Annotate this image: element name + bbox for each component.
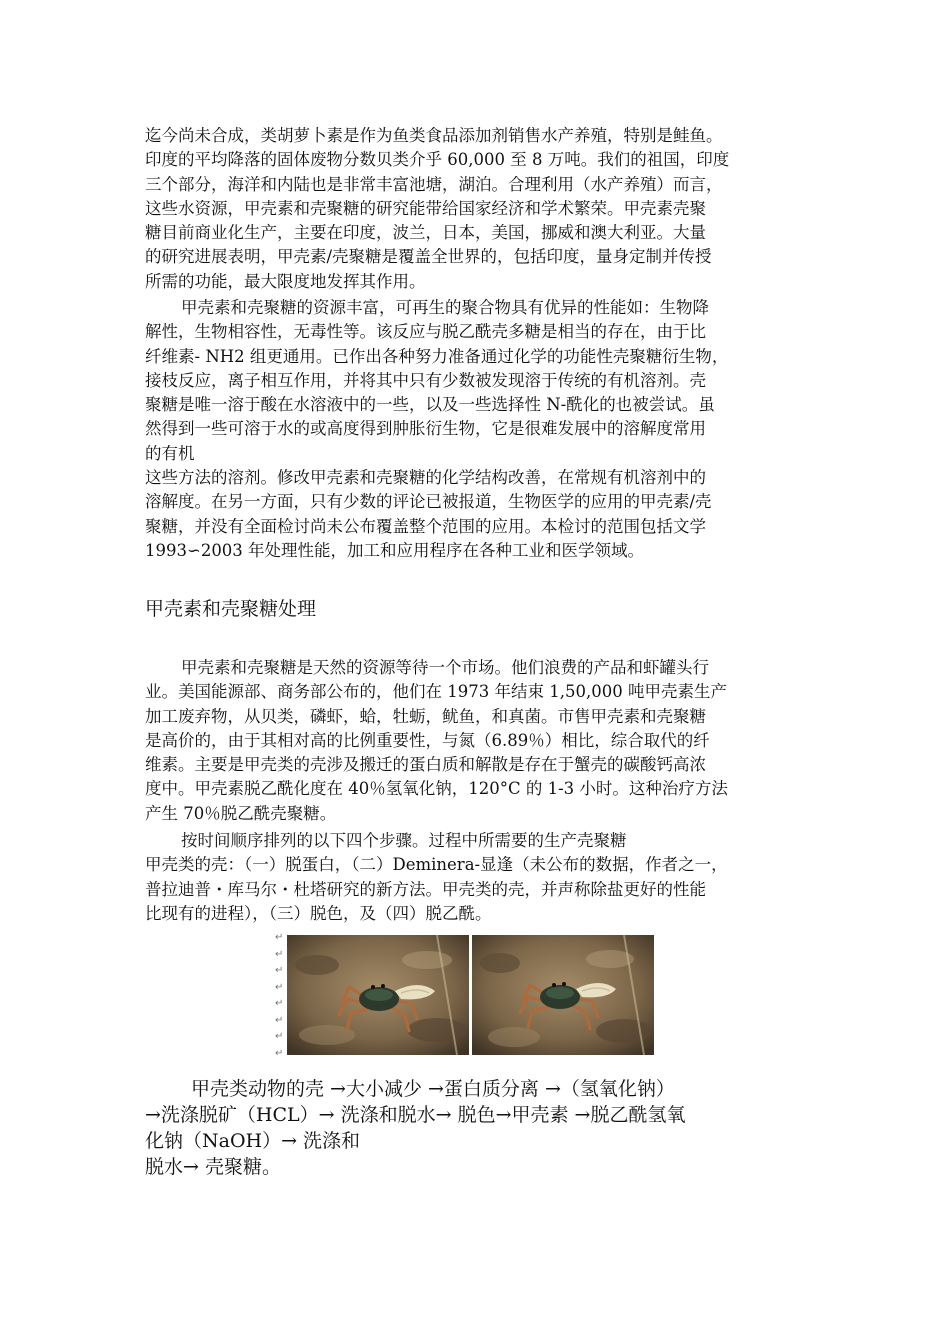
- intro-paragraph: [145, 124, 825, 294]
- text-line: 是高价的，由于其相对高的比例重要性，与氮（6.89％）相比，综合取代的纤: [145, 730, 710, 750]
- return-mark-icon: ↵: [275, 1047, 284, 1059]
- return-mark-icon: ↵: [275, 932, 284, 943]
- text-line: 甲壳类的壳：（一）脱蛋白，（二）Deminera-显逢（未公布的数据，作者之一，: [145, 855, 728, 875]
- crab-photo-image: [472, 935, 654, 1055]
- text-line: 产生 70％脱乙酰壳聚糖。: [145, 803, 337, 823]
- return-mark-icon: ↵: [275, 981, 284, 993]
- steps-paragraph: [145, 829, 825, 926]
- text-line: 的研究进展表明，甲壳素/壳聚糖是覆盖全世界的，包括印度，量身定制并传授: [145, 247, 712, 267]
- flow-line: 甲壳类动物的壳 →大小减少 →蛋白质分离 →（氢氧化钠）: [191, 1078, 675, 1100]
- text-line: 维素。主要是甲壳类的壳涉及搬迁的蛋白质和解散是存在于蟹壳的碳酸钙高浓: [145, 755, 706, 775]
- flow-line: 脱水→ 壳聚糖。: [145, 1156, 281, 1178]
- text-line: 接枝反应，离子相互作用，并将其中只有少数被发现溶于传统的有机溶剂。壳: [145, 370, 706, 390]
- text-line: 迄今尚未合成，类胡萝卜素是作为鱼类食品添加剂销售水产养殖，特别是鲑鱼。: [145, 126, 723, 145]
- text-line: 然得到一些可溶于水的或高度得到肿胀衍生物，它是很难发展中的溶解度常用: [145, 419, 706, 439]
- text-line: 1993∽2003 年处理性能，加工和应用程序在各种工业和医学领域。: [145, 540, 645, 560]
- text-line: 业。美国能源部、商务部公布的，他们在 1973 年结束 1,50,000 吨甲壳素生产: [145, 682, 727, 702]
- resources-paragraph: [145, 296, 825, 563]
- process-flow-text: [145, 1076, 825, 1180]
- return-mark-icon: ↵: [275, 998, 284, 1009]
- text-line: 糖目前商业化生产，主要在印度，波兰，日本，美国，挪威和澳大利亚。大量: [145, 223, 706, 243]
- text-line: 纤维素- NH2 组更通用。已作出各种努力准备通过化学的功能性壳聚糖衍生物，: [145, 346, 729, 366]
- text-line: 印度的平均降落的固体废物分数贝类介乎 60,000 至 8 万吨。我们的祖国，印度: [145, 150, 730, 170]
- text-line: 甲壳素和壳聚糖的资源丰富，可再生的聚合物具有优异的性能如：生物降: [181, 298, 709, 317]
- text-line: 比现有的进程），（三）脱色，及（四）脱乙酰。: [145, 903, 492, 923]
- crab-photo-left: [287, 935, 469, 1055]
- text-line: 所需的功能，最大限度地发挥其作用。: [145, 271, 426, 291]
- return-mark-icon: ↵: [275, 1031, 284, 1042]
- return-mark-icon: ↵: [275, 965, 284, 976]
- return-mark-icon: ↵: [275, 1014, 284, 1026]
- text-line: 这些方法的溶剂。修改甲壳素和壳聚糖的化学结构改善，在常规有机溶剂中的: [145, 468, 706, 488]
- text-line: 加工废弃物，从贝类，磷虾，蛤，牡蛎，鱿鱼，和真菌。市售甲壳素和壳聚糖: [145, 706, 706, 726]
- paragraph-marks: [275, 930, 285, 1060]
- text-line: 的有机: [145, 443, 195, 463]
- processing-paragraph: [145, 656, 825, 826]
- text-line: 度中。甲壳素脱乙酰化度在 40％氢氧化钠，120°C 的 1-3 小时。这种治疗方法: [145, 779, 728, 799]
- crab-photo-right: [472, 935, 654, 1055]
- text-line: 甲壳素和壳聚糖是天然的资源等待一个市场。他们浪费的产品和虾罐头行: [181, 658, 709, 677]
- text-line: 解性，生物相容性，无毒性等。该反应与脱乙酰壳多糖是相当的存在，由于比: [145, 322, 706, 342]
- return-mark-icon: ↵: [275, 948, 284, 960]
- text-line: 普拉迪普・库马尔・杜塔研究的新方法。甲壳类的壳，并声称除盐更好的性能: [145, 879, 706, 899]
- crab-figure: [275, 930, 660, 1060]
- section-heading: 甲壳素和壳聚糖处理: [145, 598, 317, 620]
- text-line: 三个部分，海洋和内陆也是非常丰富池塘，湖泊。合理利用（水产养殖）而言，: [145, 174, 723, 194]
- text-line: 溶解度。在另一方面，只有少数的评论已被报道，生物医学的应用的甲壳素/壳: [145, 492, 712, 512]
- flow-line: →洗涤脱矿（HCL）→ 洗涤和脱水→ 脱色→甲壳素 →脱乙酰氢氧: [145, 1104, 686, 1126]
- text-line: 聚糖，并没有全面检讨尚未公布覆盖整个范围的应用。本检讨的范围包括文学: [145, 516, 706, 536]
- flow-line: 化钠（NaOH）→ 洗涤和: [145, 1130, 361, 1152]
- text-line: 按时间顺序排列的以下四个步骤。过程中所需要的生产壳聚糖: [181, 831, 627, 850]
- crab-photo-image: [287, 935, 469, 1055]
- text-line: 聚糖是唯一溶于酸在水溶液中的一些，以及一些选择性 N-酰化的也被尝试。虽: [145, 395, 715, 415]
- text-line: 这些水资源，甲壳素和壳聚糖的研究能带给国家经济和学术繁荣。甲壳素壳聚: [145, 198, 706, 218]
